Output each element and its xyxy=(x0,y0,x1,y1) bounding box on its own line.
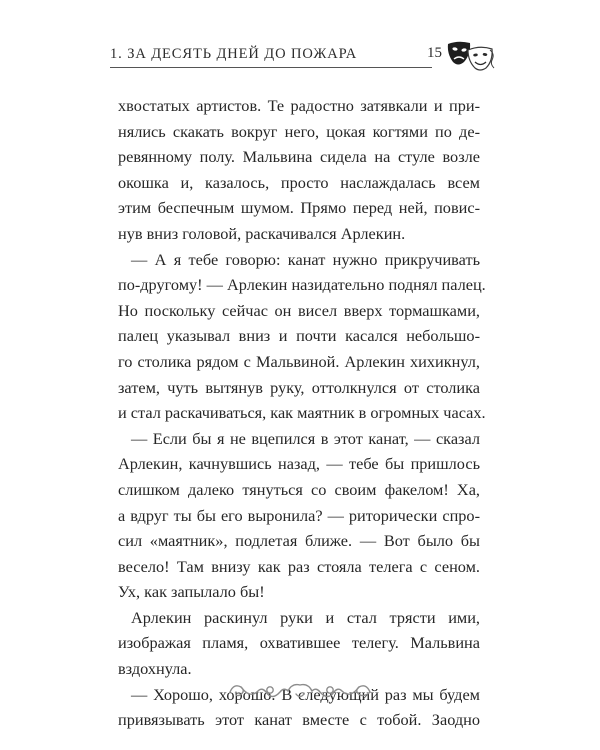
text-line: а вдруг ты бы его выронила? — риторически спро- xyxy=(118,505,480,525)
text-line: этим беспечным шумом. Прямо перед ней, повис- xyxy=(118,198,480,218)
text-line: го столика рядом с Мальвиной. Арлекин хихикнул, xyxy=(118,351,480,371)
text-line: весело! Там внизу как раз стояла телега с сеном. xyxy=(118,556,480,576)
text-line: Но поскольку сейчас он висел вверх тормашками, xyxy=(118,300,480,320)
running-head: 1. ЗА ДЕСЯТЬ ДНЕЙ ДО ПОЖАРА xyxy=(110,46,358,62)
page-header xyxy=(110,42,492,72)
text-line: Арлекин раскинул руки и стал трясти ими, xyxy=(131,607,480,627)
text-line: Ух, как запылало бы! xyxy=(118,582,265,602)
text-line: и стал раскачиваться, как маятник в огромных часах. xyxy=(118,403,486,423)
theater-masks-icon xyxy=(444,38,496,74)
text-line: затем, чуть вытянув руку, оттолкнулся от столика xyxy=(118,377,480,397)
text-line: сил «маятник», подлетая ближе. — Вот было бы xyxy=(118,531,480,551)
text-line: нув вниз головой, раскачивался Арлекин. xyxy=(118,223,406,243)
text-line: — Хорошо, хорошо. В следующий раз мы будем xyxy=(131,684,480,704)
text-line: окошка и, казалось, просто наслаждалась всем xyxy=(118,172,480,192)
text-line: палец указывал вниз и почти касался небольшо- xyxy=(118,326,480,346)
text-line: нялись скакать вокруг него, цокая когтями по де- xyxy=(118,121,480,141)
text-line: — Если бы я не вцепился в этот канат, — сказал xyxy=(131,428,480,448)
text-line: — А я тебе говорю: канат нужно прикручивать xyxy=(131,249,480,269)
text-line: слишком далеко тянуться со своим факелом! Ха, xyxy=(118,479,480,499)
text-line: привязывать этот канат вместе с тобой. Заодно xyxy=(118,710,480,730)
text-line: Арлекин, качнувшись назад, — тебе бы пришлось xyxy=(118,454,480,474)
text-line: ревянному полу. Мальвина сидела на стуле возле xyxy=(118,147,480,167)
text-line: изображая пламя, охватившее телегу. Мальвина xyxy=(118,633,480,653)
text-line: хвостатых артистов. Те радостно затявкали и при- xyxy=(118,96,480,115)
text-line: вздохнула. xyxy=(118,659,192,679)
page-number: 15 xyxy=(427,45,442,61)
text-line: по-другому! — Арлекин назидательно поднял палец. xyxy=(118,275,486,295)
header-rule xyxy=(110,67,432,68)
body-text xyxy=(118,93,486,733)
decorative-scroll-ornament xyxy=(226,677,374,707)
